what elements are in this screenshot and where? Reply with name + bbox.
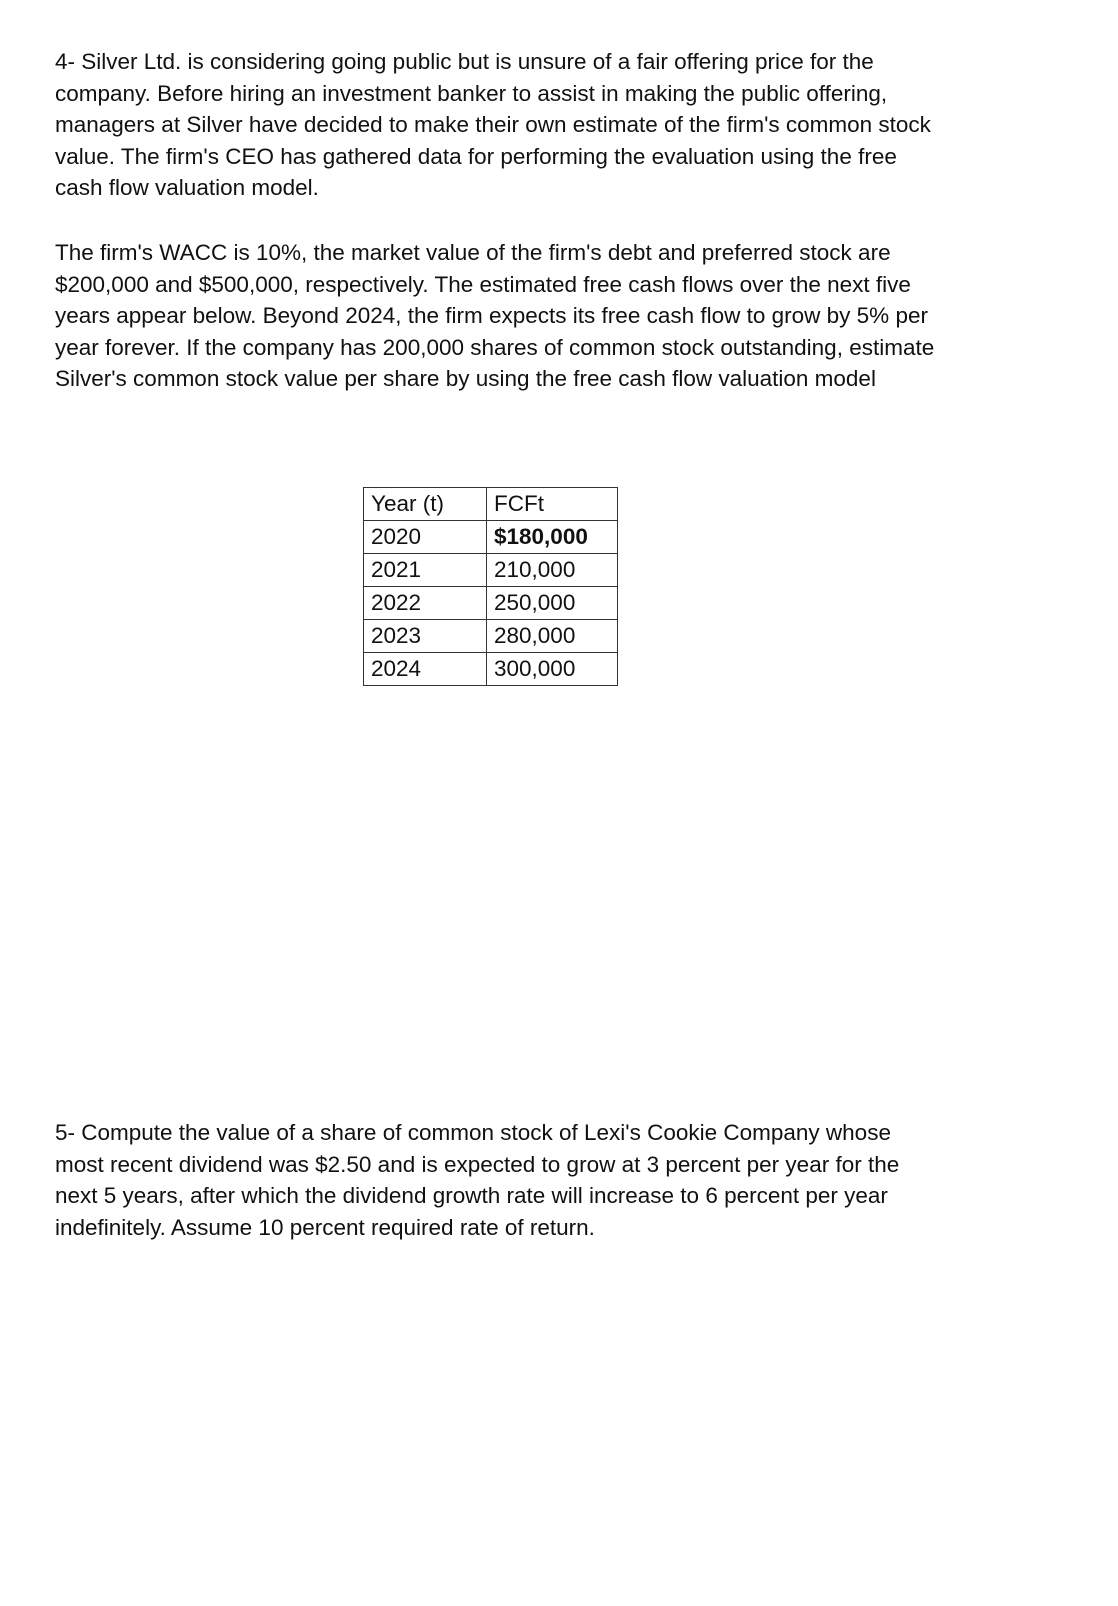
fcf-cell: 250,000 — [487, 587, 618, 620]
text-line: year forever. If the company has 200,000 shares of common stock outstanding, estimate — [55, 334, 935, 360]
year-cell: 2023 — [364, 620, 487, 653]
year-column-header: Year (t) — [364, 488, 487, 521]
fcf-column-header: FCFt — [487, 488, 618, 521]
table-row — [364, 620, 618, 653]
year-cell: 2020 — [364, 521, 487, 554]
year-cell: 2022 — [364, 587, 487, 620]
text-line: Silver's common stock value per share by using the free cash flow valuation model — [55, 366, 876, 391]
text-line: 5- Compute the value of a share of common stock of Lexi's Cookie Company whose — [55, 1120, 891, 1145]
question-4-intro — [55, 46, 1055, 204]
text-line: $200,000 and $500,000, respectively. The estimated free cash flows over the next five — [55, 271, 911, 297]
free-cash-flow-table — [363, 487, 618, 686]
text-line: company. Before hiring an investment banker to assist in making the public offering, — [55, 80, 888, 106]
question-5 — [55, 1117, 1055, 1243]
text-line: next 5 years, after which the dividend growth rate will increase to 6 percent per year — [55, 1183, 888, 1208]
text-line: The firm's WACC is 10%, the market value of the firm's debt and preferred stock are — [55, 240, 891, 265]
text-line: cash flow valuation model. — [55, 175, 319, 200]
table-row — [364, 554, 618, 587]
fcf-cell: $180,000 — [487, 521, 618, 554]
text-line: indefinitely. Assume 10 percent required rate of return. — [55, 1214, 595, 1240]
fcf-cell: 210,000 — [487, 554, 618, 587]
text-line: years appear below. Beyond 2024, the firm expects its free cash flow to grow by 5% per — [55, 303, 928, 328]
year-cell: 2024 — [364, 653, 487, 686]
fcf-cell: 300,000 — [487, 653, 618, 686]
text-line: value. The firm's CEO has gathered data for performing the evaluation using the free — [55, 143, 897, 169]
question-4-data — [55, 237, 1055, 395]
table-row — [364, 587, 618, 620]
text-line: 4- Silver Ltd. is considering going public but is unsure of a fair offering price for the — [55, 49, 874, 74]
fcf-cell: 280,000 — [487, 620, 618, 653]
table-row — [364, 653, 618, 686]
table-row — [364, 521, 618, 554]
text-line: managers at Silver have decided to make their own estimate of the firm's common stock — [55, 112, 931, 137]
year-cell: 2021 — [364, 554, 487, 587]
text-line: most recent dividend was $2.50 and is expected to grow at 3 percent per year for the — [55, 1151, 900, 1177]
table-header-row — [364, 488, 618, 521]
